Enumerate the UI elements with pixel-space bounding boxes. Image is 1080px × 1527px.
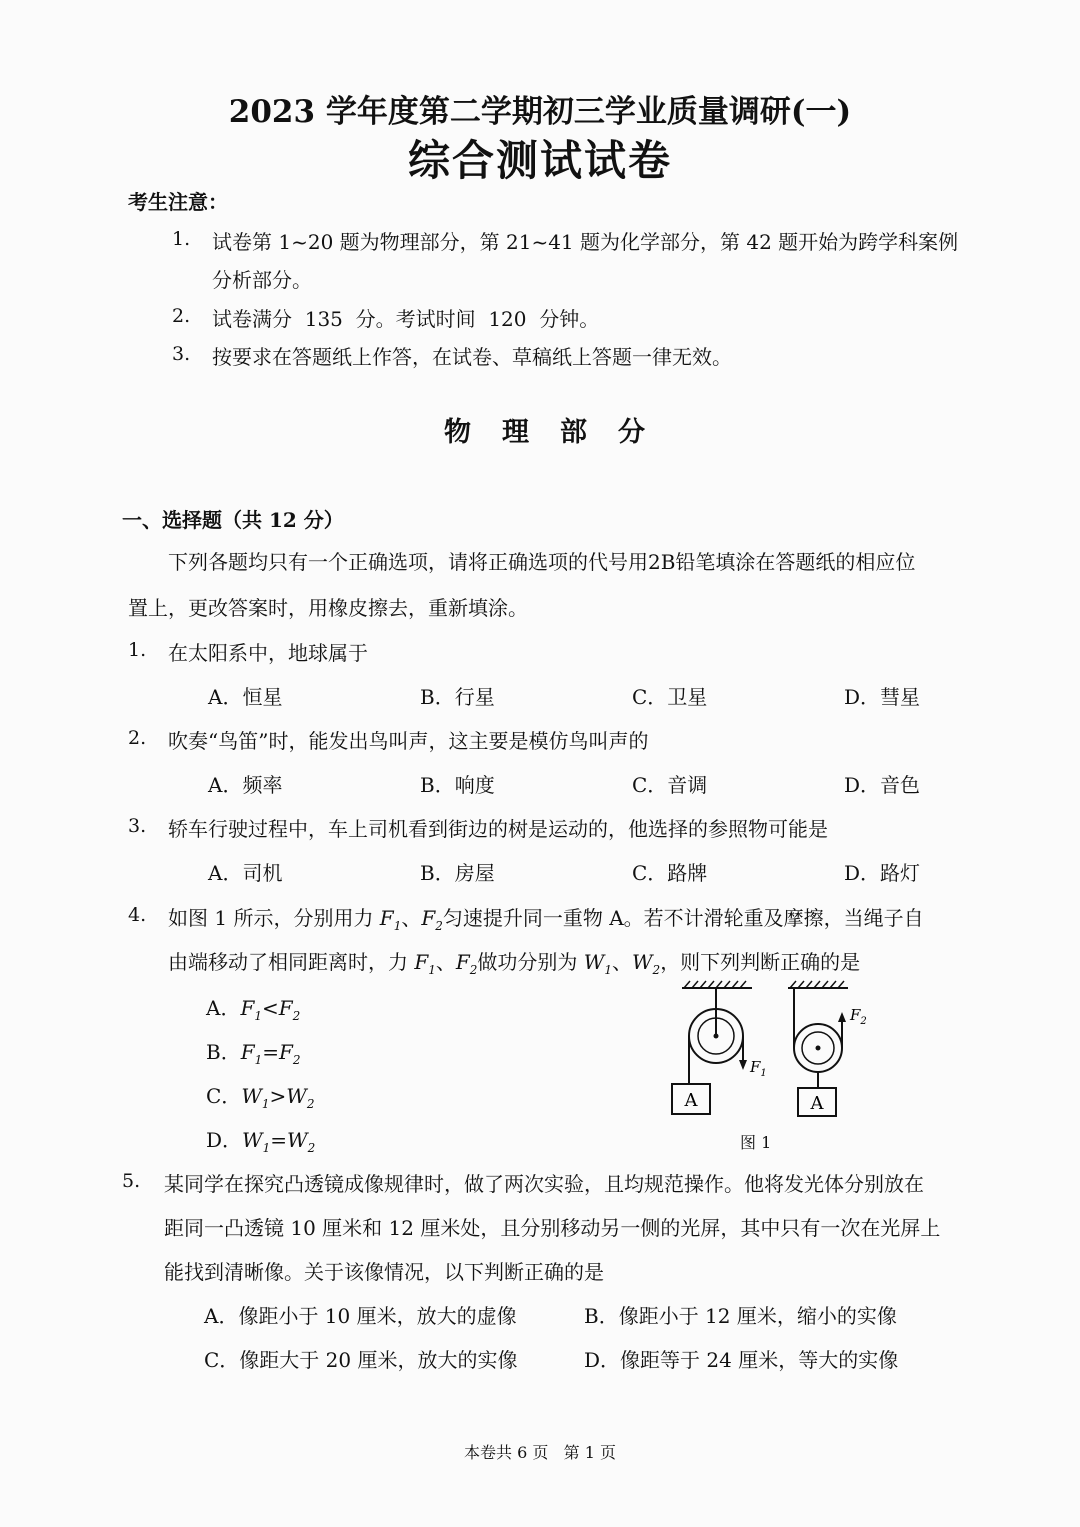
question-stem: 轿车行驶过程中，车上司机看到街边的树是运动的，他选择的参照物可能是 — [168, 817, 828, 841]
option-d: D．彗星 — [844, 685, 921, 709]
notice-item-2: 试卷满分 135 分。考试时间 120 分钟。 — [212, 307, 600, 331]
question-stem-line1: 某同学在探究凸透镜成像规律时，做了两次实验，且均规范操作。他将发光体分别放在 — [164, 1172, 924, 1196]
section-char: 部 — [560, 417, 587, 448]
stem-text: 做功分别为 — [477, 950, 584, 974]
force-f1: $F_1$ — [379, 906, 402, 933]
section-char: 分 — [618, 417, 645, 448]
instruction-line-2: 置上，更改答案时，用橡皮擦去，重新填涂。 — [128, 596, 528, 620]
notice-item-3: 按要求在答题纸上作答，在试卷、草稿纸上答题一律无效。 — [212, 345, 732, 369]
option-c: C．卫星 — [632, 685, 708, 709]
option-c: C．像距大于 20 厘米，放大的实像 — [204, 1348, 518, 1372]
notice-heading: 考生注意： — [128, 190, 228, 214]
notice-number: 2. — [172, 305, 191, 327]
option-c: C．音调 — [632, 773, 708, 797]
option-a: A．恒星 — [208, 685, 283, 709]
option-a: A．司机 — [208, 861, 283, 885]
section-char: 物 — [444, 417, 471, 448]
option-b: B．房屋 — [420, 861, 495, 885]
exam-title: 2023 学年度第二学期初三学业质量调研(一) — [228, 94, 852, 130]
option-b: B．响度 — [420, 773, 495, 797]
notice-item-1: 试卷第 1~20 题为物理部分，第 21~41 题为化学部分，第 42 题开始为跨学科案例 — [212, 230, 959, 254]
section-char: 理 — [502, 417, 529, 448]
question-number: 1. — [128, 639, 147, 661]
stem-text: 匀速提升同一重物 A。若不计滑轮重及摩擦，当绳子自 — [442, 906, 924, 930]
question-number: 3. — [128, 815, 147, 837]
question-number: 5. — [122, 1170, 141, 1192]
option-a: A．$F_1<F_2$ — [206, 996, 301, 1023]
f1-label: $F_1$ — [750, 1058, 767, 1079]
question-stem-line2: 由端移动了相同距离时，力 $F_1$、$F_2$做功分别为 $W_1$、$W_2$，则下列判断正确的是 — [168, 950, 861, 977]
option-b: B．$F_1=F_2$ — [206, 1040, 301, 1067]
option-a: A．像距小于 10 厘米，放大的虚像 — [204, 1304, 517, 1328]
option-b: B．行星 — [420, 685, 495, 709]
option-d: D．像距等于 24 厘米，等大的实像 — [584, 1348, 899, 1372]
stem-text: 如图 1 所示，分别用力 — [168, 906, 380, 930]
option-d: D．音色 — [844, 773, 921, 797]
page-footer: 本卷共 6 页 第 1 页 — [464, 1443, 616, 1462]
force-f2: $F_2$ — [421, 906, 443, 933]
notice-number: 1. — [172, 228, 191, 250]
notice-item-1-cont: 分析部分。 — [212, 268, 312, 292]
question-number: 4. — [128, 904, 147, 926]
exam-subtitle: 综合测试试卷 — [407, 136, 672, 185]
instruction-line-1: 下列各题均只有一个正确选项，请将正确选项的代号用2B铅笔填涂在答题纸的相应位 — [168, 550, 916, 574]
part-heading: 一、选择题（共 12 分） — [122, 508, 344, 532]
question-number: 2. — [128, 727, 147, 749]
box-label-a: A — [684, 1090, 698, 1111]
question-stem-line2: 距同一凸透镜 10 厘米和 12 厘米处，且分别移动另一侧的光屏，其中只有一次在光屏上 — [164, 1216, 941, 1240]
option-d: D．$W_1=W_2$ — [206, 1128, 316, 1155]
work-w1: $W_1$ — [583, 950, 612, 977]
stem-text: ，则下列判断正确的是 — [660, 950, 861, 974]
option-c: C．$W_1>W_2$ — [206, 1084, 315, 1111]
question-stem-line1: 如图 1 所示，分别用力 $F_1$、$F_2$匀速提升同一重物 A。若不计滑轮重及摩擦，当绳子自 — [168, 906, 924, 933]
option-b: B．像距小于 12 厘米，缩小的实像 — [584, 1304, 897, 1328]
option-c: C．路牌 — [632, 861, 708, 885]
force-f2: $F_2$ — [455, 950, 478, 977]
figure-caption: 图 1 — [740, 1133, 772, 1152]
question-stem: 吹奏“鸟笛”时，能发出鸟叫声，这主要是模仿鸟叫声的 — [168, 729, 649, 753]
notice-number: 3. — [172, 343, 191, 365]
option-a: A．频率 — [208, 773, 283, 797]
f2-label: $F_2$ — [850, 1006, 867, 1027]
question-stem-line3: 能找到清晰像。关于该像情况，以下判断正确的是 — [164, 1260, 604, 1284]
question-stem: 在太阳系中，地球属于 — [168, 641, 368, 665]
box-label-a: A — [810, 1093, 824, 1114]
option-d: D．路灯 — [844, 861, 921, 885]
pulley-figure — [660, 978, 880, 1118]
stem-text: 由端移动了相同距离时，力 — [168, 950, 415, 974]
work-w2: $W_2$ — [631, 950, 661, 977]
force-f1: $F_1$ — [414, 950, 436, 977]
